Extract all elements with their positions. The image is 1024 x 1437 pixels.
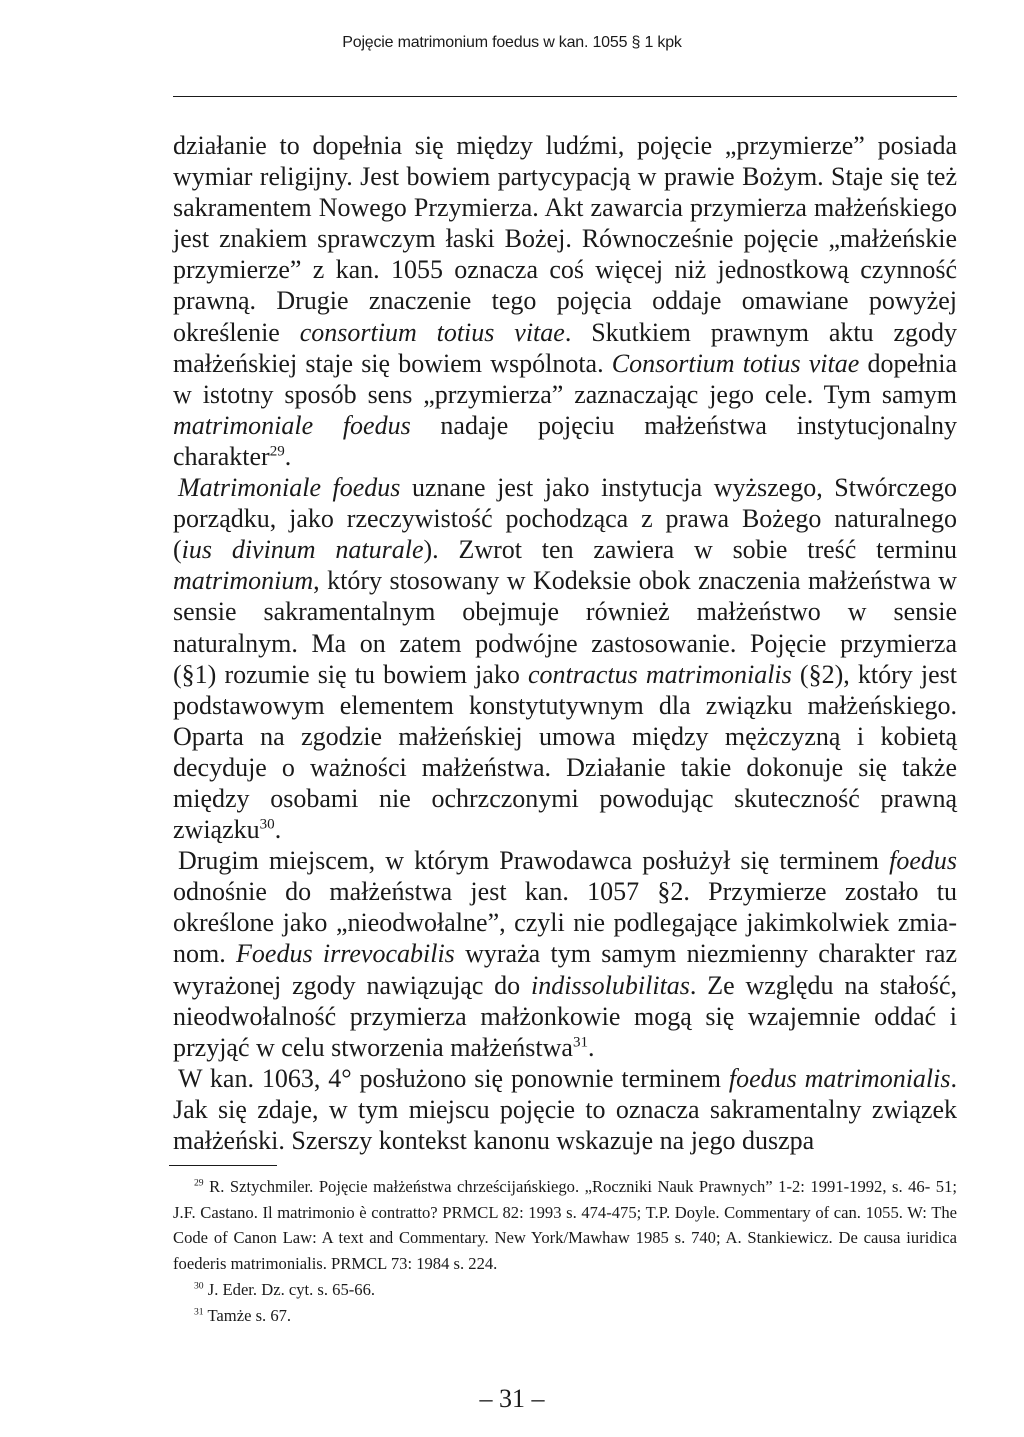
text-run: . xyxy=(284,441,292,471)
main-text xyxy=(173,130,957,1156)
text-run: ). Zwrot ten zawiera w sobie treść terminu xyxy=(423,535,958,565)
italic-term: consortium totius vitae xyxy=(299,317,565,347)
footnotes xyxy=(173,1174,957,1328)
footnote-rule xyxy=(169,1165,277,1166)
text-run: (§2), który jest podstawowym elementem konstytutywnym dla związku małżeńskiego. Oparta na zgodzie małżeńskiej umowa między mężczyzną i kobietą decyduje o ważności małżeństwa. Działanie takie dokonuje się także między osobami nie ochrzczonymi powodując skuteczność prawną związku xyxy=(173,659,957,845)
italic-term: Foedus irrevocabilis xyxy=(236,939,455,969)
text-run: . xyxy=(274,815,282,845)
text-run: wyraża tym samym niezmienny charakter raz wyrażonej zgody nawiązując do xyxy=(173,939,958,1000)
running-head: Pojęcie matrimonium foedus w kan. 1055 § 1 kpk xyxy=(342,34,682,51)
footnote xyxy=(173,1277,957,1303)
text-run: uznane jest jako instytucja wyższego, Stwórczego porządku, jako rzeczywistość pochodząca z prawa Bożego naturalnego ( xyxy=(173,473,957,565)
footnote-ref: 31 xyxy=(572,1034,589,1051)
italic-term: Matrimoniale foedus xyxy=(178,473,401,503)
text-run: . Jak się zdaje, w tym miejscu pojęcie to oznacza sakramentalny związek małżeński. Szerszy kontekst kanonu wskazuje na jego duszpa xyxy=(173,1063,957,1155)
text-run: , który stosowany w Kodeksie obok znaczenia małżeństwa w sensie sakramentalnym obejmuje również małżeństwo w sensie naturalnym. Ma on zatem podwójne zastosowanie. Pojęcie przymierza (§1) rozumie się tu bowiem jako xyxy=(173,566,957,689)
footnote-number: 31 xyxy=(194,1305,204,1317)
italic-term: Consortium totius vitae xyxy=(611,348,860,378)
footnote xyxy=(173,1303,957,1329)
text-run: odnośnie do małżeństwa jest kan. 1057 §2. Przymierze zostało tu określone jako „nieodwołalne”, czyli nie podlegające jakimkolwiek zmianom. xyxy=(173,877,957,969)
footnote-number: 30 xyxy=(194,1280,204,1292)
text-run: . xyxy=(588,1032,595,1062)
text-run: dopełnia w istotny sposób sens „przymierza” zaznaczając jego cele. Tym samym xyxy=(173,348,957,409)
footnote-text: J. Eder. Dz. cyt. s. 65-66. xyxy=(203,1279,376,1299)
italic-term: contractus matrimonialis xyxy=(527,659,792,689)
footnote-number: 29 xyxy=(194,1177,204,1189)
text-run: Drugim miejscem, w którym Prawodawca posłużył się terminem xyxy=(178,846,890,876)
text-run: nadaje pojęciu małżeństwa instytucjonalny charakter xyxy=(173,410,957,471)
italic-term: foedus xyxy=(889,846,957,876)
footnote xyxy=(173,1174,957,1277)
footnote-ref: 29 xyxy=(269,443,285,460)
italic-term: matrimonium xyxy=(173,566,314,596)
footnote-text: Tamże s. 67. xyxy=(203,1305,292,1325)
body-paragraph xyxy=(173,1063,957,1156)
italic-term: ius divinum naturale xyxy=(181,535,424,565)
text-run: . Ze względu na stałość, nieodwołalność przymierza małżonkowie mogą się wzajemnie oddać i przyjąć w celu stworzenia małżeństwa xyxy=(173,970,957,1062)
footnote-ref: 30 xyxy=(259,816,275,833)
text-run: działanie to dopełnia się między ludźmi, pojęcie „przymierze” posiada wymiar religijny. Jest bowiem partycypacją w prawie Bożym. Staje się też sakramentem Nowego Przymierza. Akt zawarcia przymierza małżeńskiego jest znakiem sprawczym łaski Bożej. Równocześnie pojęcie „małżeńskie przymierze” z kan. 1055 oznacza coś więcej niż jednostkową czynność prawną. Drugie znaczenie tego pojęcia oddaje omawiane powyżej określenie xyxy=(173,131,957,347)
body-paragraph xyxy=(173,472,957,845)
footnote-text: R. Sztychmiler. Pojęcie małżeństwa chrześcijańskiego. „Roczniki Nauk Prawnych” 1-2: 1991-1992, s. 46- 51; J.F. Castano. Il matrimonio è contratto? PRMCL 82: 1993 s. 474-475; T.P. Doyle. Commentary of can. 1055. W: The Code of Canon Law: A text and Commentary. New York/Mawhaw 1985 s. 740; A. Stankiewicz. De causa iuridica foederis matrimonialis. PRMCL 73: 1984 s. 224. xyxy=(173,1177,957,1274)
italic-term: matrimoniale foedus xyxy=(173,410,411,440)
body-paragraph xyxy=(173,130,957,472)
italic-term: indissolubilitas xyxy=(531,970,690,1000)
text-run: . Skutkiem prawnym aktu zgody małżeńskiej staje się bowiem wspólnota. xyxy=(173,317,957,378)
header-rule xyxy=(173,96,957,97)
body-paragraph xyxy=(173,845,957,1063)
text-run: W kan. 1063, 4° posłużono się ponownie terminem xyxy=(178,1063,729,1093)
page-number: – 31 – xyxy=(479,1384,545,1413)
italic-term: foedus matrimonialis xyxy=(728,1063,951,1093)
